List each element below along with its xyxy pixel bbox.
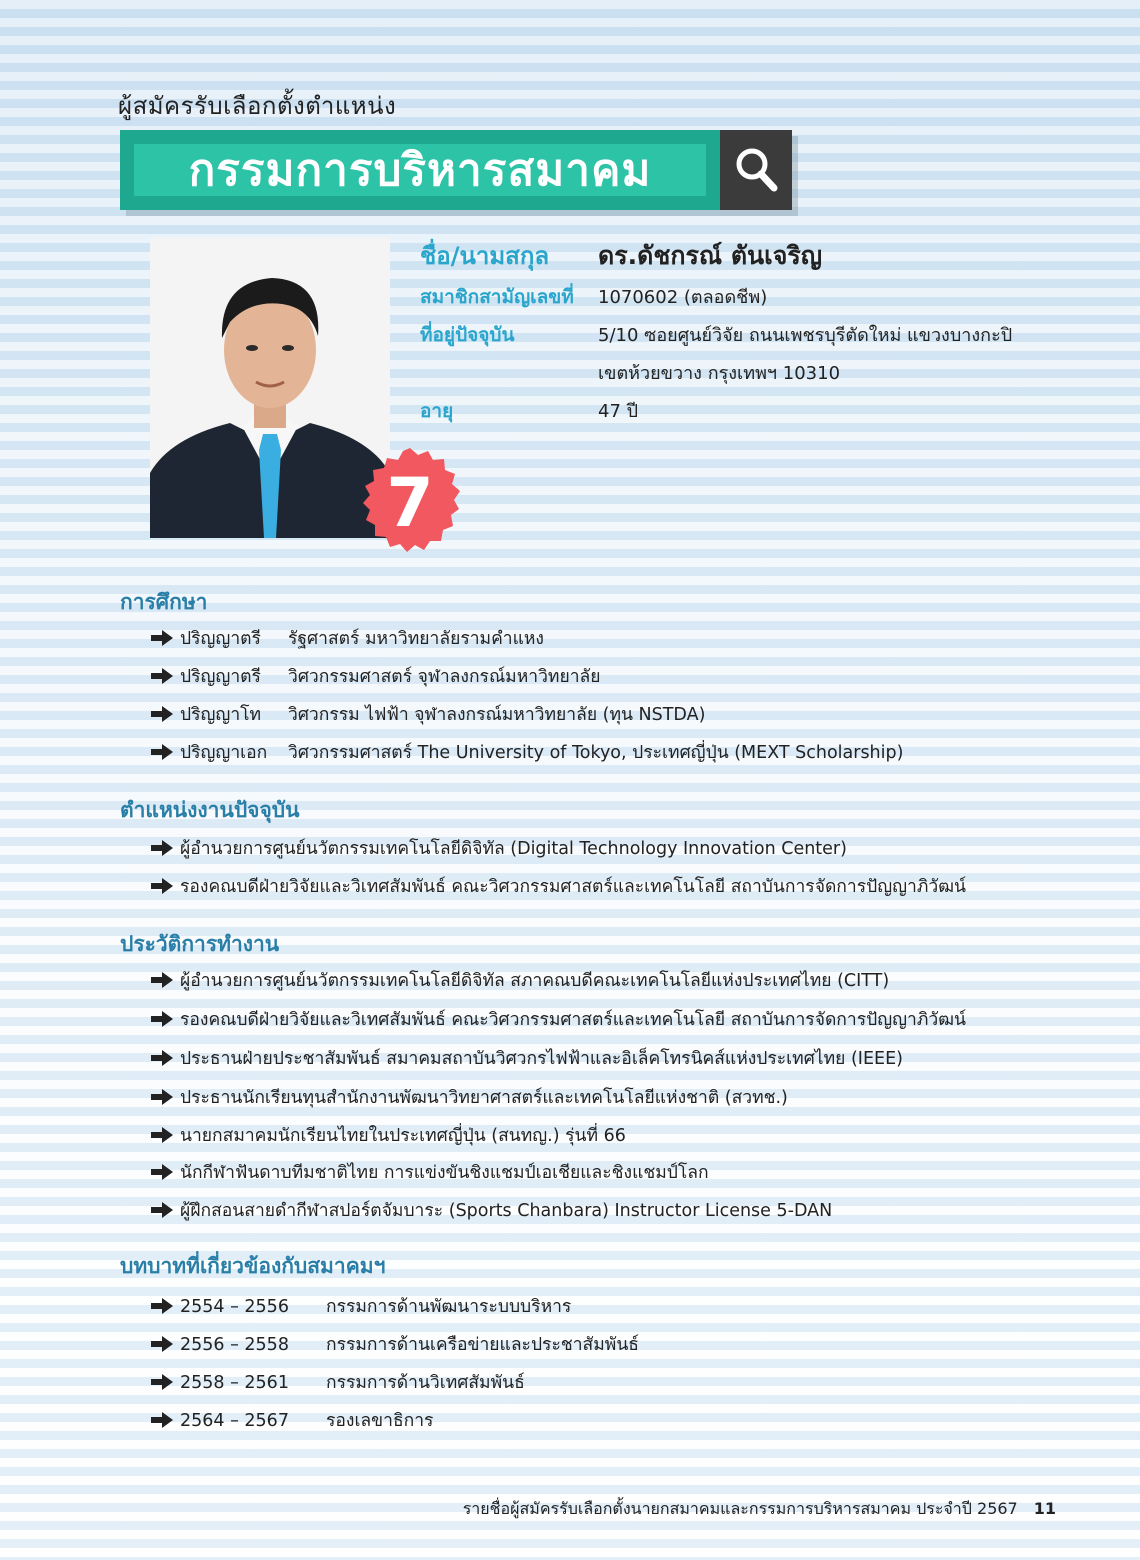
page-number: 11 [1033, 1499, 1056, 1518]
search-box [720, 130, 792, 210]
page-footer [463, 1497, 1056, 1522]
list-item [150, 966, 889, 994]
arrow-right-icon [150, 1373, 174, 1391]
search-icon [734, 146, 780, 194]
list-item [150, 1196, 832, 1224]
arrow-right-icon [150, 1049, 174, 1067]
candidate-number: 7 [386, 463, 434, 543]
role-text: รองเลขาธิการ [326, 1411, 434, 1431]
list-item [150, 1368, 525, 1396]
arrow-right-icon [150, 1411, 174, 1429]
banner-title: กรรมการบริหารสมาคม [188, 145, 652, 196]
role-text: กรรมการด้านเครือข่ายและประชาสัมพันธ์ [326, 1335, 639, 1355]
history-text: ผู้อำนวยการศูนย์นวัตกรรมเทคโนโลยีดิจิทัล สภาคณบดีคณะเทคโนโลยีแห่งประเทศไทย (CITT) [180, 971, 890, 991]
arrow-right-icon [150, 743, 174, 761]
list-item [150, 1044, 903, 1072]
degree: ปริญญาตรี [180, 629, 261, 649]
role-text: กรรมการด้านวิเทศสัมพันธ์ [326, 1373, 525, 1393]
arrow-right-icon [150, 705, 174, 723]
list-item [150, 1121, 626, 1149]
list-item [150, 872, 966, 900]
history-text: ประธานฝ่ายประชาสัมพันธ์ สมาคมสถาบันวิศวกรไฟฟ้าและอิเล็คโทรนิคส์แห่งประเทศไทย (IEEE) [180, 1049, 903, 1069]
age-value: 47 ปี [598, 401, 639, 422]
education-title: การศึกษา [120, 590, 208, 614]
member-number: 1070602 (ตลอดชีพ) [598, 287, 768, 308]
list-item [150, 624, 544, 652]
current-position-title: ตำแหน่งงานปัจจุบัน [120, 798, 300, 822]
position-text: ผู้อำนวยการศูนย์นวัตกรรมเทคโนโลยีดิจิทัล (Digital Technology Innovation Center) [180, 839, 847, 859]
list-item [150, 662, 601, 690]
history-text: รองคณบดีฝ่ายวิจัยและวิเทศสัมพันธ์ คณะวิศวกรรมศาสตร์และเทคโนโลยี สถาบันการจัดการปัญญาภิวัฒน์ [180, 1010, 967, 1030]
list-item [150, 738, 903, 766]
name-label: ชื่อ/นามสกุล [420, 242, 550, 270]
list-item [150, 1005, 966, 1033]
degree: ปริญญาเอก [180, 743, 268, 763]
list-item [150, 700, 705, 728]
member-label: สมาชิกสามัญเลขที่ [420, 286, 574, 308]
association-roles-title: บทบาทที่เกี่ยวข้องกับสมาคมฯ [120, 1254, 386, 1278]
role-years: 2554 – 2556 [180, 1297, 289, 1317]
arrow-right-icon [150, 1297, 174, 1315]
top-label: ผู้สมัครรับเลือกตั้งตำแหน่ง [118, 92, 397, 120]
work-history-title: ประวัติการทำงาน [120, 932, 280, 956]
role-years: 2564 – 2567 [180, 1411, 289, 1431]
arrow-right-icon [150, 971, 174, 989]
list-item [150, 1083, 788, 1111]
arrow-right-icon [150, 1126, 174, 1144]
history-text: นักกีฬาฟันดาบทีมชาติไทย การแข่งขันชิงแชมป์เอเชียและชิงแชมป์โลก [180, 1163, 709, 1183]
candidate-number-badge [353, 446, 467, 560]
list-item [150, 834, 847, 862]
role-text: กรรมการด้านพัฒนาระบบบริหาร [326, 1297, 572, 1317]
arrow-right-icon [150, 839, 174, 857]
arrow-right-icon [150, 1163, 174, 1181]
arrow-right-icon [150, 629, 174, 647]
candidate-name: ดร.ดัชกรณ์ ตันเจริญ [598, 241, 823, 270]
history-text: นายกสมาคมนักเรียนไทยในประเทศญี่ปุ่น (สนทญ.) รุ่นที่ 66 [180, 1126, 626, 1146]
arrow-right-icon [150, 1088, 174, 1106]
address-label: ที่อยู่ปัจจุบัน [420, 324, 515, 346]
list-item [150, 1292, 571, 1320]
footer-text: รายชื่อผู้สมัครรับเลือกตั้งนายกสมาคมและกรรมการบริหารสมาคม ประจำปี 2567 [462, 1499, 1018, 1518]
arrow-right-icon [150, 667, 174, 685]
degree: ปริญญาตรี [180, 667, 261, 687]
arrow-right-icon [150, 1010, 174, 1028]
degree: ปริญญาโท [180, 705, 262, 725]
role-years: 2556 – 2558 [180, 1335, 289, 1355]
degree-detail: วิศวกรรมศาสตร์ The University of Tokyo, ประเทศญี่ปุ่น (MEXT Scholarship) [288, 743, 904, 763]
role-years: 2558 – 2561 [180, 1373, 289, 1393]
arrow-right-icon [150, 1335, 174, 1353]
history-text: ผู้ฝึกสอนสายดำกีฬาสปอร์ตจัมบาระ (Sports Chanbara) Instructor License 5-DAN [180, 1201, 833, 1221]
list-item [150, 1158, 709, 1186]
degree-detail: วิศวกรรมศาสตร์ จุฬาลงกรณ์มหาวิทยาลัย [288, 667, 601, 687]
age-label: อายุ [420, 400, 454, 422]
degree-detail: รัฐศาสตร์ มหาวิทยาลัยรามคำแหง [288, 629, 544, 649]
address-line-1: 5/10 ซอยศูนย์วิจัย ถนนเพชรบุรีตัดใหม่ แขวงบางกะปิ [598, 325, 1013, 346]
list-item [150, 1330, 639, 1358]
arrow-right-icon [150, 877, 174, 895]
history-text: ประธานนักเรียนทุนสำนักงานพัฒนาวิทยาศาสตร์และเทคโนโลยีแห่งชาติ (สวทช.) [180, 1088, 788, 1108]
list-item [150, 1406, 433, 1434]
arrow-right-icon [150, 1201, 174, 1219]
degree-detail: วิศวกรรม ไฟฟ้า จุฬาลงกรณ์มหาวิทยาลัย (ทุน NSTDA) [288, 705, 706, 725]
address-line-2: เขตห้วยขวาง กรุงเทพฯ 10310 [598, 363, 841, 384]
title-banner [120, 130, 720, 210]
position-text: รองคณบดีฝ่ายวิจัยและวิเทศสัมพันธ์ คณะวิศวกรรมศาสตร์และเทคโนโลยี สถาบันการจัดการปัญญาภิวัฒน์ [180, 877, 967, 897]
